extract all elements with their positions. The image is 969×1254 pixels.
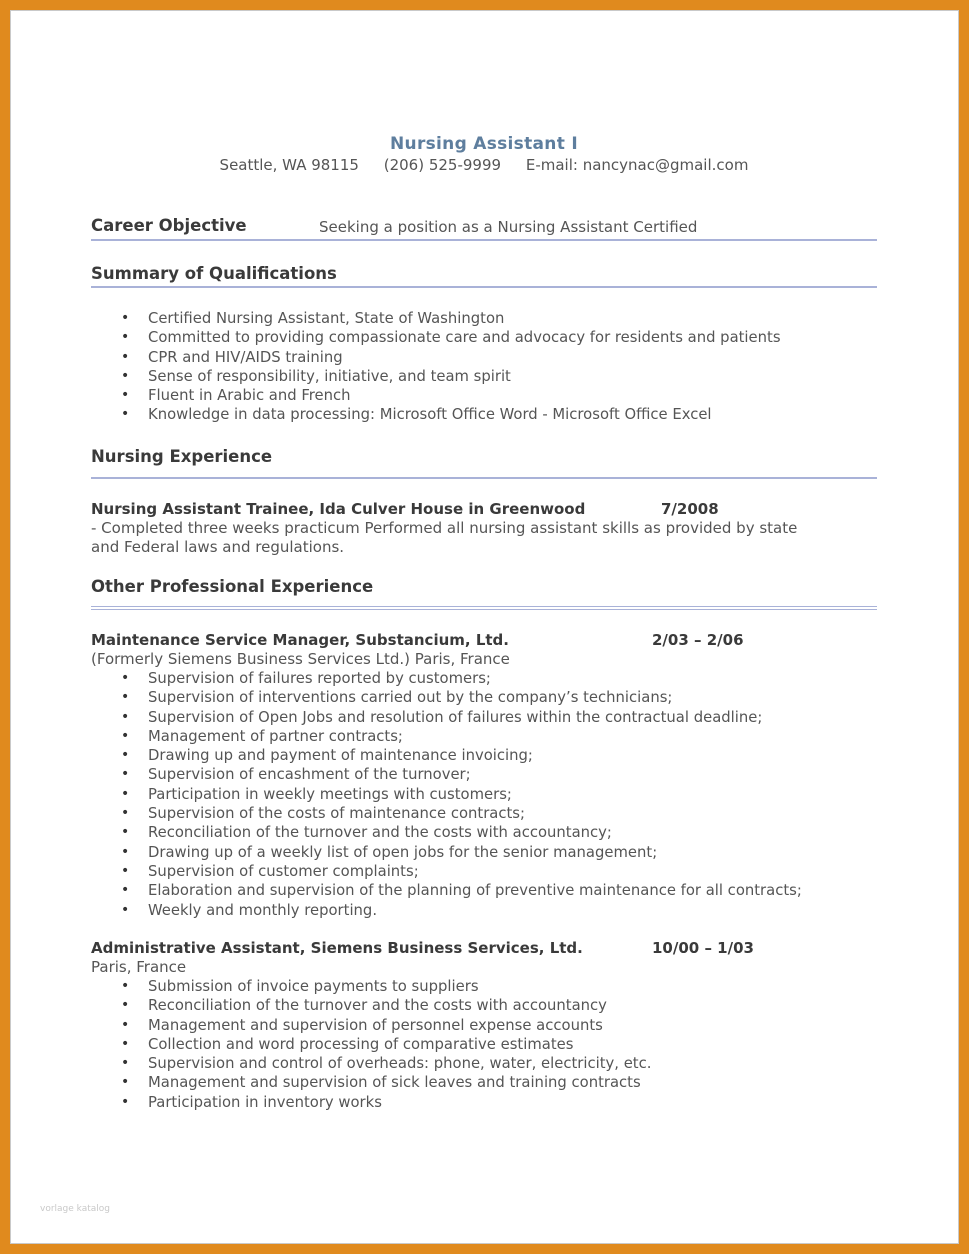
list-item: • Weekly and monthly reporting. — [121, 901, 802, 920]
list-item: • Supervision of failures reported by customers; — [121, 669, 802, 688]
list-item: • Management of partner contracts; — [121, 727, 802, 746]
nursing-divider — [91, 477, 877, 479]
list-item: • Participation in inventory works — [121, 1093, 651, 1112]
objective-text: Seeking a position as a Nursing Assistant Certified — [319, 218, 698, 236]
list-item: • Reconciliation of the turnover and the costs with accountancy — [121, 996, 651, 1015]
nursing-job-date: 7/2008 — [661, 500, 719, 518]
list-item: • Supervision of the costs of maintenance contracts; — [121, 804, 802, 823]
nursing-heading: Nursing Experience — [91, 447, 273, 466]
list-item: • Supervision of customer complaints; — [121, 862, 802, 881]
nursing-job-title: Nursing Assistant Trainee, Ida Culver House in Greenwood — [91, 500, 586, 518]
objective-heading: Career Objective — [91, 216, 247, 235]
list-item: • Collection and word processing of comparative estimates — [121, 1035, 651, 1054]
contact-phone: (206) 525-9999 — [383, 156, 502, 174]
job2-duties-list — [121, 977, 651, 1112]
list-item: • Management and supervision of personnel expense accounts — [121, 1016, 651, 1035]
list-item: • Elaboration and supervision of the planning of preventive maintenance for all contracts; — [121, 881, 802, 900]
watermark: vorlage katalog — [40, 1204, 110, 1214]
list-item: • Drawing up and payment of maintenance invoicing; — [121, 746, 802, 765]
list-item: • CPR and HIV/AIDS training — [121, 348, 781, 367]
page-frame — [10, 10, 959, 1244]
list-item: • Fluent in Arabic and French — [121, 386, 781, 405]
list-item: • Committed to providing compassionate care and advocacy for residents and patients — [121, 328, 781, 347]
list-item: • Participation in weekly meetings with customers; — [121, 785, 802, 804]
nursing-desc-line-1: - Completed three weeks practicum Performed all nursing assistant skills as provided by state — [91, 519, 798, 537]
list-item: • Supervision of encashment of the turnover; — [121, 765, 802, 784]
list-item: • Supervision and control of overheads: phone, water, electricity, etc. — [121, 1054, 651, 1073]
job1-subtitle: (Formerly Siemens Business Services Ltd.) Paris, France — [91, 650, 510, 668]
job1-date: 2/03 – 2/06 — [652, 631, 744, 649]
resume-title: Nursing Assistant I — [390, 134, 578, 154]
list-item: • Drawing up of a weekly list of open jobs for the senior management; — [121, 843, 802, 862]
list-item: • Sense of responsibility, initiative, and team spirit — [121, 367, 781, 386]
list-item: • Knowledge in data processing: Microsoft Office Word - Microsoft Office Excel — [121, 405, 781, 424]
other-heading: Other Professional Experience — [91, 577, 374, 596]
list-item: • Reconciliation of the turnover and the costs with accountancy; — [121, 823, 802, 842]
contact-line — [91, 156, 877, 174]
qualifications-list — [121, 309, 781, 425]
list-item: • Certified Nursing Assistant, State of Washington — [121, 309, 781, 328]
list-item: • Supervision of Open Jobs and resolution of failures within the contractual deadline; — [121, 708, 802, 727]
job1-title: Maintenance Service Manager, Substancium, Ltd. — [91, 631, 509, 649]
list-item: • Supervision of interventions carried out by the company’s technicians; — [121, 688, 802, 707]
contact-email: E-mail: nancynac@gmail.com — [525, 156, 749, 174]
list-item: • Management and supervision of sick leaves and training contracts — [121, 1073, 651, 1092]
list-item: • Submission of invoice payments to suppliers — [121, 977, 651, 996]
job1-duties-list — [121, 669, 802, 920]
job2-date: 10/00 – 1/03 — [652, 939, 754, 957]
job2-subtitle: Paris, France — [91, 958, 187, 976]
other-divider — [91, 606, 877, 607]
objective-divider — [91, 239, 877, 241]
job2-title: Administrative Assistant, Siemens Business Services, Ltd. — [91, 939, 583, 957]
contact-location: Seattle, WA 98115 — [219, 156, 359, 174]
nursing-desc-line-2: and Federal laws and regulations. — [91, 538, 345, 556]
qualifications-divider — [91, 286, 877, 288]
qualifications-heading: Summary of Qualifications — [91, 264, 337, 283]
